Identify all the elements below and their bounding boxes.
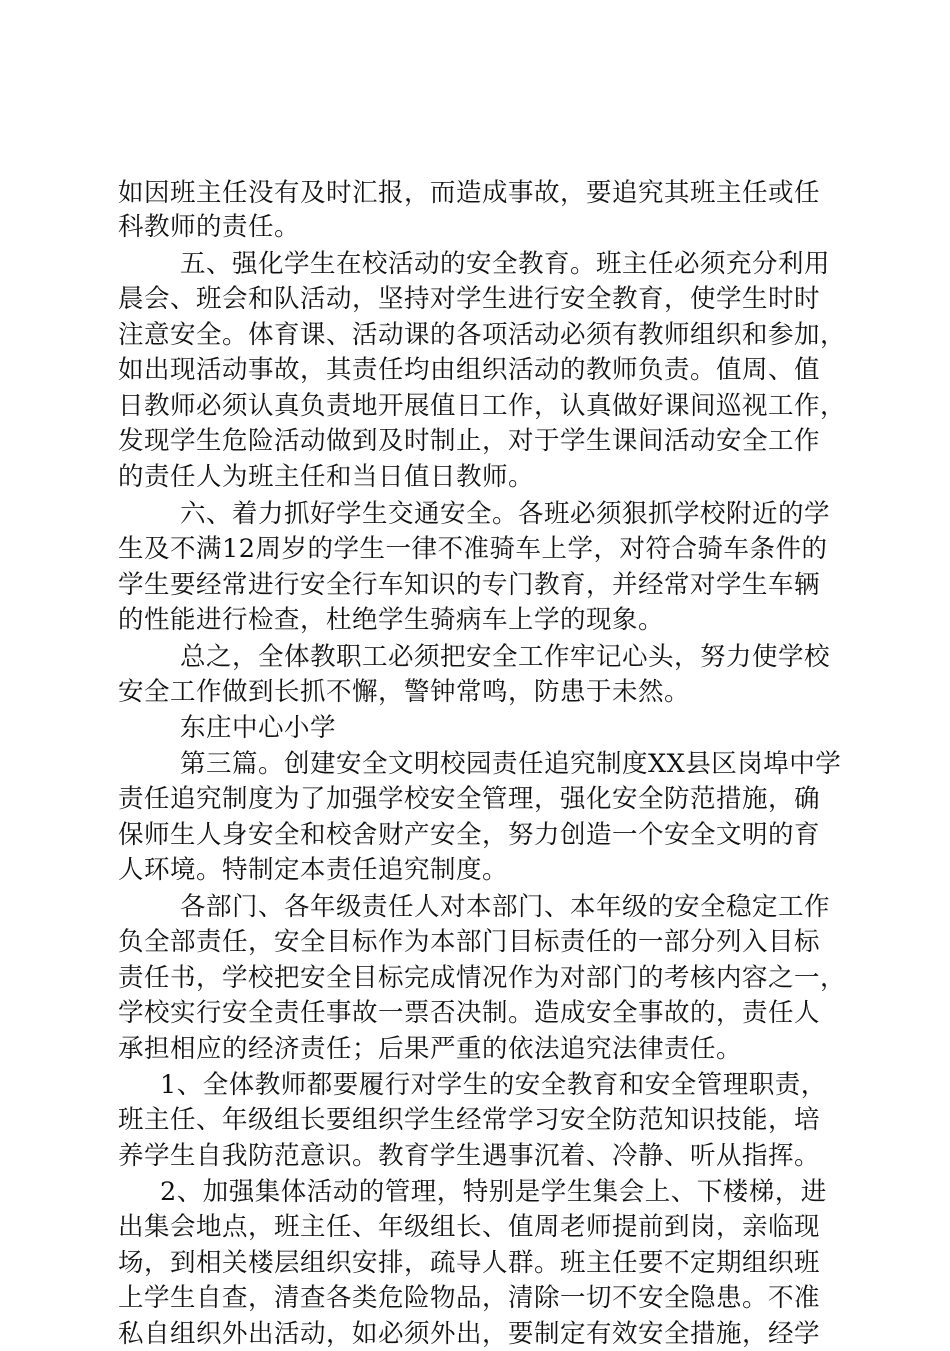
body-text-line: 保师生人身安全和校舍财产安全，努力创造一个安全文明的育 (118, 820, 821, 850)
body-text-line: 学校实行安全责任事故一票否决制。造成安全事故的，责任人 (118, 998, 821, 1028)
body-text-line: 日教师必须认真负责地开展值日工作，认真做好课间巡视工作， (118, 391, 847, 421)
body-text-line: 的性能进行检查，杜绝学生骑病车上学的现象。 (118, 605, 665, 635)
body-text-line: 养学生自我防范意识。教育学生遇事沉着、冷静、听从指挥。 (118, 1141, 821, 1171)
body-text-line: 发现学生危险活动做到及时制止，对于学生课间活动安全工作 (118, 426, 821, 456)
body-text-line: 责任追究制度为了加强学校安全管理，强化安全防范措施，确 (118, 784, 821, 814)
body-text-line: 如因班主任没有及时汇报，而造成事故，要追究其班主任或任 (118, 178, 821, 208)
body-text-line: 的责任人为班主任和当日值日教师。 (118, 462, 535, 492)
body-text-line: 出集会地点，班主任、年级组长、值周老师提前到岗，亲临现 (118, 1212, 821, 1242)
body-text-line: 负全部责任，安全目标作为本部门目标责任的一部分列入目标 (118, 927, 821, 957)
body-text-line: 场，到相关楼层组织安排，疏导人群。班主任要不定期组织班 (118, 1248, 821, 1278)
body-text-line: 私自组织外出活动，如必须外出，要制定有效安全措施，经学 (118, 1319, 821, 1349)
summary-paragraph-start: 总之，全体教职工必须把安全工作牢记心头，努力使学校 (180, 642, 831, 672)
paragraph-six-start: 六、着力抓好学生交通安全。各班必须狠抓学校附近的学 (180, 499, 831, 529)
body-text-line: 责任书，学校把安全目标完成情况作为对部门的考核内容之一， (118, 963, 847, 993)
body-text-line: 承担相应的经济责任；后果严重的依法追究法律责任。 (118, 1034, 743, 1064)
body-text-line: 学生要经常进行安全行车知识的专门教育，并经常对学生车辆 (118, 570, 821, 600)
item-two-start: 2、加强集体活动的管理，特别是学生集会上、下楼梯，进 (160, 1177, 827, 1207)
body-text-line: 晨会、班会和队活动，坚持对学生进行安全教育，使学生时时 (118, 284, 821, 314)
body-text-line: 如出现活动事故，其责任均由组织活动的教师负责。值周、值 (118, 355, 821, 385)
paragraph-five-start: 五、强化学生在校活动的安全教育。班主任必须充分利用 (180, 249, 831, 279)
section-three-heading: 第三篇。创建安全文明校园责任追究制度XX县区岗埠中学 (180, 749, 842, 779)
body-text-line: 科教师的责任。 (118, 212, 301, 242)
body-text-line: 注意安全。体育课、活动课的各项活动必须有教师组织和参加， (118, 320, 847, 350)
body-text-line: 生及不满12周岁的学生一律不准骑车上学，对符合骑车条件的 (118, 534, 828, 564)
school-signature: 东庄中心小学 (180, 713, 337, 743)
body-text-line: 人环境。特制定本责任追究制度。 (118, 855, 509, 885)
body-text-line: 班主任、年级组长要组织学生经常学习安全防范知识技能，培 (118, 1105, 821, 1135)
body-text-line: 安全工作做到长抓不懈，警钟常鸣，防患于未然。 (118, 677, 691, 707)
item-one-start: 1、全体教师都要履行对学生的安全教育和安全管理职责， (160, 1070, 827, 1100)
departments-paragraph-start: 各部门、各年级责任人对本部门、本年级的安全稳定工作 (180, 892, 831, 922)
body-text-line: 上学生自查，清查各类危险物品，清除一切不安全隐患。不准 (118, 1283, 821, 1313)
